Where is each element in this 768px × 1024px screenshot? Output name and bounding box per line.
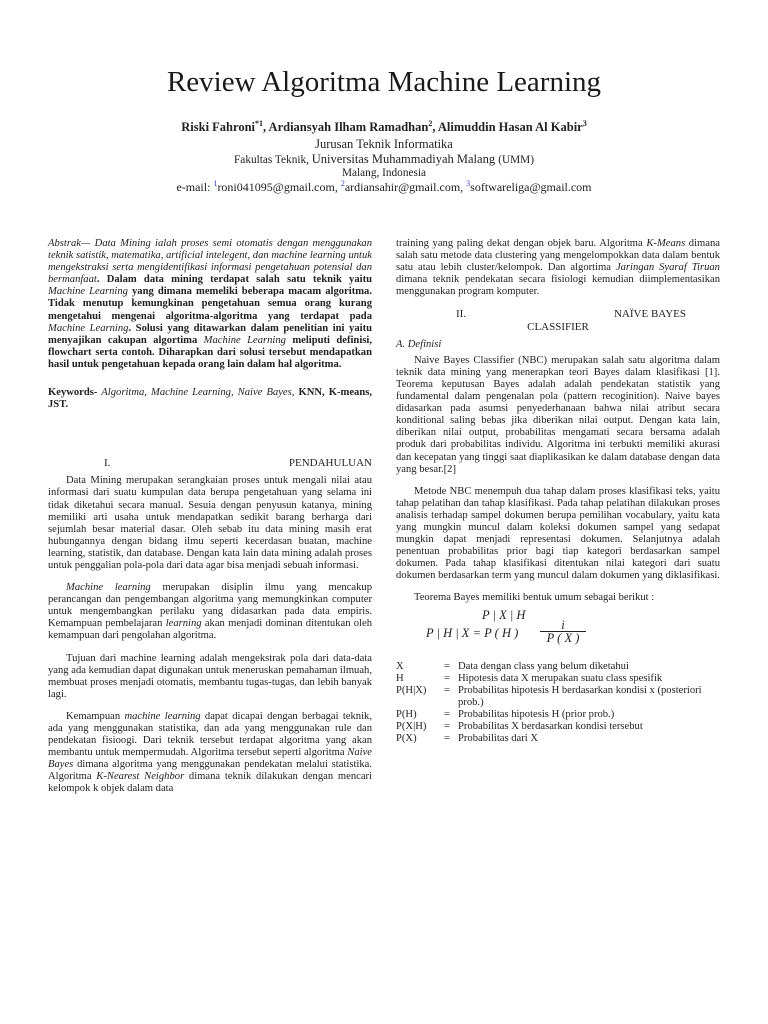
definition-meaning: Data dengan class yang belum diketahui xyxy=(458,660,629,672)
definition-meaning: Probabilitas dari X xyxy=(458,732,539,744)
definition-meaning: Probabilitas hipotesis H (prior prob.) xyxy=(458,708,615,720)
definition-meaning: Hipotesis data X merupakan suatu class spesifik xyxy=(458,672,663,684)
section-1-heading: I. PENDAHULUAN xyxy=(104,457,372,470)
paragraph-r1: training yang paling dekat dengan objek baru. Algoritma K-Means dimana salah satu metode data clustering yang mengelompokkan data dalam bentuk satu atau lebih cluster/kelompok. Dan algortima Jaringan Syaraf Tiruan dimana teknik pendekatan secara fisiologi kemudian diimplementasikan menggunakan program komputer. xyxy=(396,238,720,298)
affiliation-faculty: Fakultas Teknik, Universitas Muhammadiyah Malang (UMM) xyxy=(234,152,534,166)
definition-row xyxy=(396,709,720,721)
definition-meaning: Probabilitas X berdasarkan kondisi tersebut xyxy=(458,720,643,732)
affiliation-dept: Jurusan Teknik Informatika xyxy=(315,137,453,151)
paragraph-3: Tujuan dari machine learning adalah mengekstrak pola dari data-data yang ada kemudian dapat digunakan untuk meneruskan pemahaman ilmuah, membuat proses menjadi otomatis, membantu tugas-tugas, dan lebih banyak lagi. xyxy=(48,652,372,700)
definition-symbol: H xyxy=(396,672,404,684)
definition-equals: = xyxy=(444,732,450,744)
paragraph-1: Data Mining merupakan serangkaian proses untuk mengali nilai atau informasi dari suatu kumpulan data berupa pengetahuan yang selama ini tidak diketahui secara manual. Sesuia dengan penyusun katanya, mining memiliki arti usaha untuk mendapatkan sedikit barang berharga dari sejumlah besar material dasar. Oleh sebab itu data mining masih erat hubungannya dengan bidang ilmu seperti kecerdasan buatan, machine learning, statistik, dan database. Dengan kata lain data mining adalah proses untuk penggalian pola-pola dari data agar bisa menjadi sebuah informasi. xyxy=(48,475,372,571)
author-3: , Alimuddin Hasan Al Kabir xyxy=(432,120,583,134)
subsection-a: A. Definisi xyxy=(396,338,442,350)
paper-title: Review Algoritma Machine Learning xyxy=(166,66,602,98)
author-1: Riski Fahroni xyxy=(181,120,255,134)
definition-equals: = xyxy=(444,708,450,720)
definition-equals: = xyxy=(444,720,450,732)
formula-main: P | H | X = P ( H ) xyxy=(426,625,519,640)
section-2-heading: II. NAÏVE BAYES xyxy=(456,308,686,321)
paragraph-r4: Teorema Bayes memiliki bentuk umum sebagai berikut : xyxy=(414,592,655,604)
right-column xyxy=(396,238,720,745)
author-list: Riski Fahroni$^{*1}$, Ardiansyah Ilham Ramadhan$^2$, Alimuddin Hasan Al Kabir$^3$ xyxy=(181,118,587,134)
bayes-formula xyxy=(396,609,720,653)
definition-symbol: X xyxy=(396,660,404,672)
left-column xyxy=(48,238,372,796)
formula-fraction: $\frac{i}{P ( X )}$ xyxy=(540,619,586,644)
paragraph-4: Kemampuan machine learning dapat dicapai dengan berbagai teknik, ada yang menggunakan statistika, dan ada yang menggunakan rule dan pendekatan fisioogi. Dari teknik tersebut terdapat algoritma yang akan membantu untuk mempermudah. Algoritma tersebut seperti algoritma Naive Bayes dimana algoritma yang menggunakan pendekatan melalui statistika. Algoritma K-Nearest Neighbor dimana teknik dilakukan dengan mencari kelompok k objek dalam data xyxy=(48,710,372,795)
paragraph-r2: Naive Bayes Classifier (NBC) merupakan salah satu algoritma dalam teknik data mining yang menerapkan teori Bayes dalam klasifikasi [1]. Teorema keputusan Bayes adalah adalah pendekatan statistik yang fundamental dalam pengenalan pola (pattern recoginition). Naive bayes didasarkan pada asumsi penyederhanaan bahwa nilai atribut secara konditional saling bebas jika diberikan nilai output. Dengan kata lain, diberikan nilai output, probabilitas mengamati secara bersama adalah produk dari probabilitas individu. Algoritma ini terbukti memiliki akurasi dan kecepatan yang tinggi saat diaplikasikan ke dalam database dengan data yang besar.[2] xyxy=(396,354,720,475)
definition-symbol: P(X|H) xyxy=(396,720,427,732)
paragraph-r3: Metode NBC menempuh dua tahap dalam proses klasifikasi teks, yaitu tahap pelatihan dan tahap klasifikasi. Pada tahap pelatihan dilakukan proses analisis terhadap sampel dokumen berupa pemilihan vocabulary, yaitu kata yang mungkin muncul dalam koleksi dokumen sampel yang sedapat mungkin dapat menjadi representasi dokumen. Selanjutnya adalah penentuan probabilitas prior bagi tiap kategori berdasarkan sampel dokumen. Pada tahap klasifikasi ditentukan nilai kategori dari suatu dokumen berdasarkan term yang muncul dalam dokumen yang diklasifikasi. xyxy=(396,485,720,582)
definition-symbol: P(H) xyxy=(396,708,417,720)
definition-row xyxy=(396,721,720,733)
email-line: e-mail: $^1$roni041095@gmail.com, $^2$ardiansahir@gmail.com, $^3$softwareliga@gmail.com xyxy=(176,179,592,194)
definition-table xyxy=(396,661,720,745)
keywords: Keywords- Algoritma, Machine Learning, Naive Bayes, KNN, K-means, JST. xyxy=(48,387,372,411)
email-1[interactable]: roni041095@gmail.com xyxy=(217,180,335,194)
section-2-heading-line2: CLASSIFIER xyxy=(527,320,589,333)
affiliation-city: Malang, Indonesia xyxy=(341,167,427,179)
abstract: Abstrak— Data Mining ialah proses semi otomatis dengan menggunakan teknik satistik, matematika, artificial intelegent, dan machine learning untuk mengekstraksi serta mengidentifikasi informasi pengetahuan potensial dan bermanfaat. Dalam data mining terdapat salah satu teknik yaitu Machine Learning yang dimana memeliki beberapa macam algoritma. Tidak menutup kemungkinan pengetahuan semua orang kurang mengetahui mengenai algoritma-algoritma yang terdapat pada Machine Learning. Solusi yang ditawarkan dalam penelitian ini yaitu menyajikan cakupan algortima Machine Learning meliputi definisi, flowchart serta contoh. Diharapkan dari solusi tersebut mendapatkan hasil untuk pengetahuan kepada orang lain dalam hal algoritma. xyxy=(48,238,372,370)
definition-row xyxy=(396,685,720,709)
definition-equals: = xyxy=(444,684,450,696)
definition-symbol: P(X) xyxy=(396,732,417,744)
definition-row xyxy=(396,661,720,673)
author-2: , Ardiansyah Ilham Ramadhan xyxy=(263,120,429,134)
definition-symbol: P(H|X) xyxy=(396,684,427,696)
definition-meaning: Probabilitas hipotesis H berdasarkan kondisi x (posteriori prob.) xyxy=(458,684,702,708)
email-2[interactable]: ardiansahir@gmail.com xyxy=(344,180,461,194)
formula-top: P | X | H xyxy=(482,607,526,622)
email-3[interactable]: softwareliga@gmail.com xyxy=(470,180,592,194)
paragraph-2: Machine learning merupakan disiplin ilmu yang mencakup perancangan dan pengembangan algoritma yang memungkinkan computer untuk mengembangkan perilaku yang didasarkan pada data empiris. Kemampuan pembelajaran learning akan menjadi dominan ditentukan oleh kemampuan dari pengolahan algoritma. xyxy=(48,582,372,642)
definition-equals: = xyxy=(444,660,450,672)
definition-row xyxy=(396,733,720,745)
definition-row xyxy=(396,673,720,685)
definition-equals: = xyxy=(444,672,450,684)
